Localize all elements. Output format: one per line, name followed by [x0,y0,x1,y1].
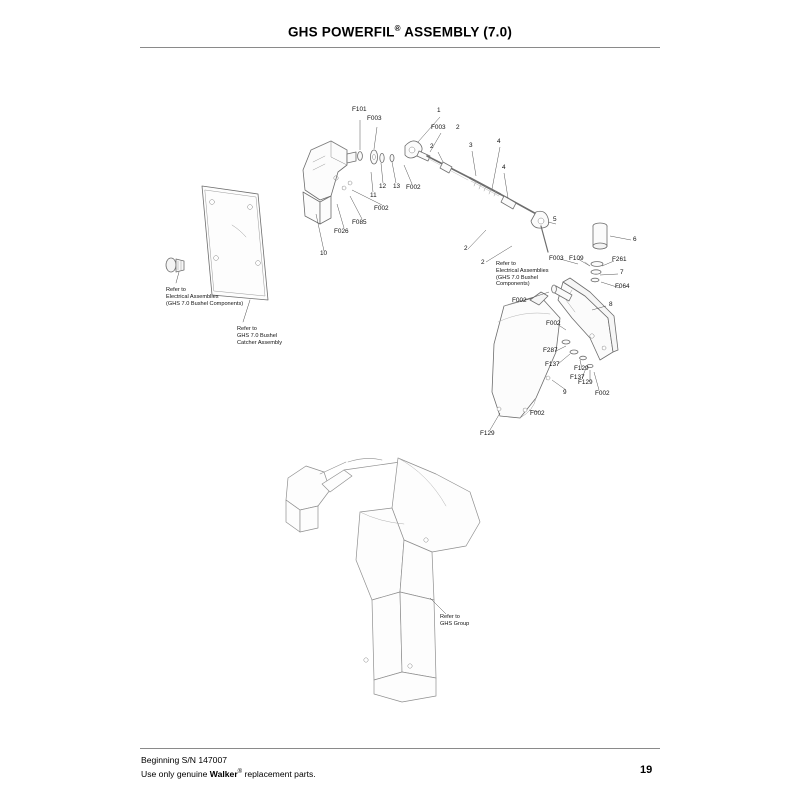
note-line: Refer to [166,287,186,293]
note-line: (GHS 7.0 Bushel [496,274,538,281]
callout-label: 11 [370,192,377,199]
callout-label: F002 [530,410,545,417]
note-line: (GHS 7.0 Bushel Components) [166,300,244,307]
callout-label: 13 [393,183,401,190]
callout-label: F101 [352,106,367,113]
footer-text [141,755,316,780]
callout-label: F002 [595,390,610,397]
note-line: Catcher Assembly [237,339,283,346]
callout-label: 9 [563,389,567,396]
callout-label: 7 [620,269,624,276]
footer-divider [140,748,660,749]
callout-label: F003 [367,115,382,122]
reference-note-electrical-left [166,287,243,307]
callout-label: F003 [549,255,564,262]
title-rest: ASSEMBLY (7.0) [400,24,513,40]
footer-pre: Use only genuine [141,768,210,779]
callout-label: 2 [464,245,468,252]
callout-label: 8 [609,301,613,308]
callout-label: 3 [469,142,473,149]
callout-label: F003 [431,124,446,131]
callout-label: 2 [430,143,434,150]
brand-registered-mark: ® [237,768,243,775]
title-main: GHS POWERFIL [287,24,395,40]
callout-label: 12 [379,183,387,190]
callout-label: F002 [374,205,389,212]
title-registered-mark: ® [394,24,401,33]
reference-note-electrical-right [496,261,549,288]
callout-label: F002 [406,184,421,191]
callout-label: F129 [574,365,589,372]
callout-label: 2 [456,124,460,131]
callout-label: F137 [545,361,560,368]
callout-label: 6 [633,236,637,243]
callout-label: F026 [334,228,349,235]
callout-label: F137 [570,374,585,381]
note-line: Components) [496,281,530,288]
callout-label: F109 [569,255,584,262]
callout-label: F002 [546,320,561,327]
footer-post: replacement parts. [242,768,316,779]
footer-serial-line: Beginning S/N 147007 [141,755,228,765]
note-line: Refer to [496,261,516,267]
callout-label: 10 [320,250,328,257]
brand-name: Walker [209,768,238,779]
note-line: Refer to [237,326,257,332]
callout-label: F129 [578,379,593,386]
callout-label: F002 [512,297,527,304]
callout-label: F085 [352,219,367,226]
footer-replacement-line [141,767,316,780]
note-line: GHS 7.0 Bushel [237,332,278,339]
note-line: Electrical Assemblies [496,267,549,274]
callout-label: F064 [615,283,630,290]
callout-label: F261 [612,256,627,263]
reference-note-catcher-assembly [237,326,282,346]
note-line: Refer to [440,614,460,620]
callout-label: 4 [502,164,506,171]
callout-label: F129 [480,430,495,437]
callout-label: 2 [481,259,485,266]
callout-label: F287 [543,347,558,354]
page-number: 19 [640,764,653,776]
note-line: GHS Group [440,620,470,627]
callout-label: 4 [497,138,501,145]
callout-label: 5 [553,216,557,223]
callout-label: 1 [437,107,441,114]
note-line: Electrical Assemblies [166,293,219,300]
reference-note-ghs-group [440,614,469,628]
